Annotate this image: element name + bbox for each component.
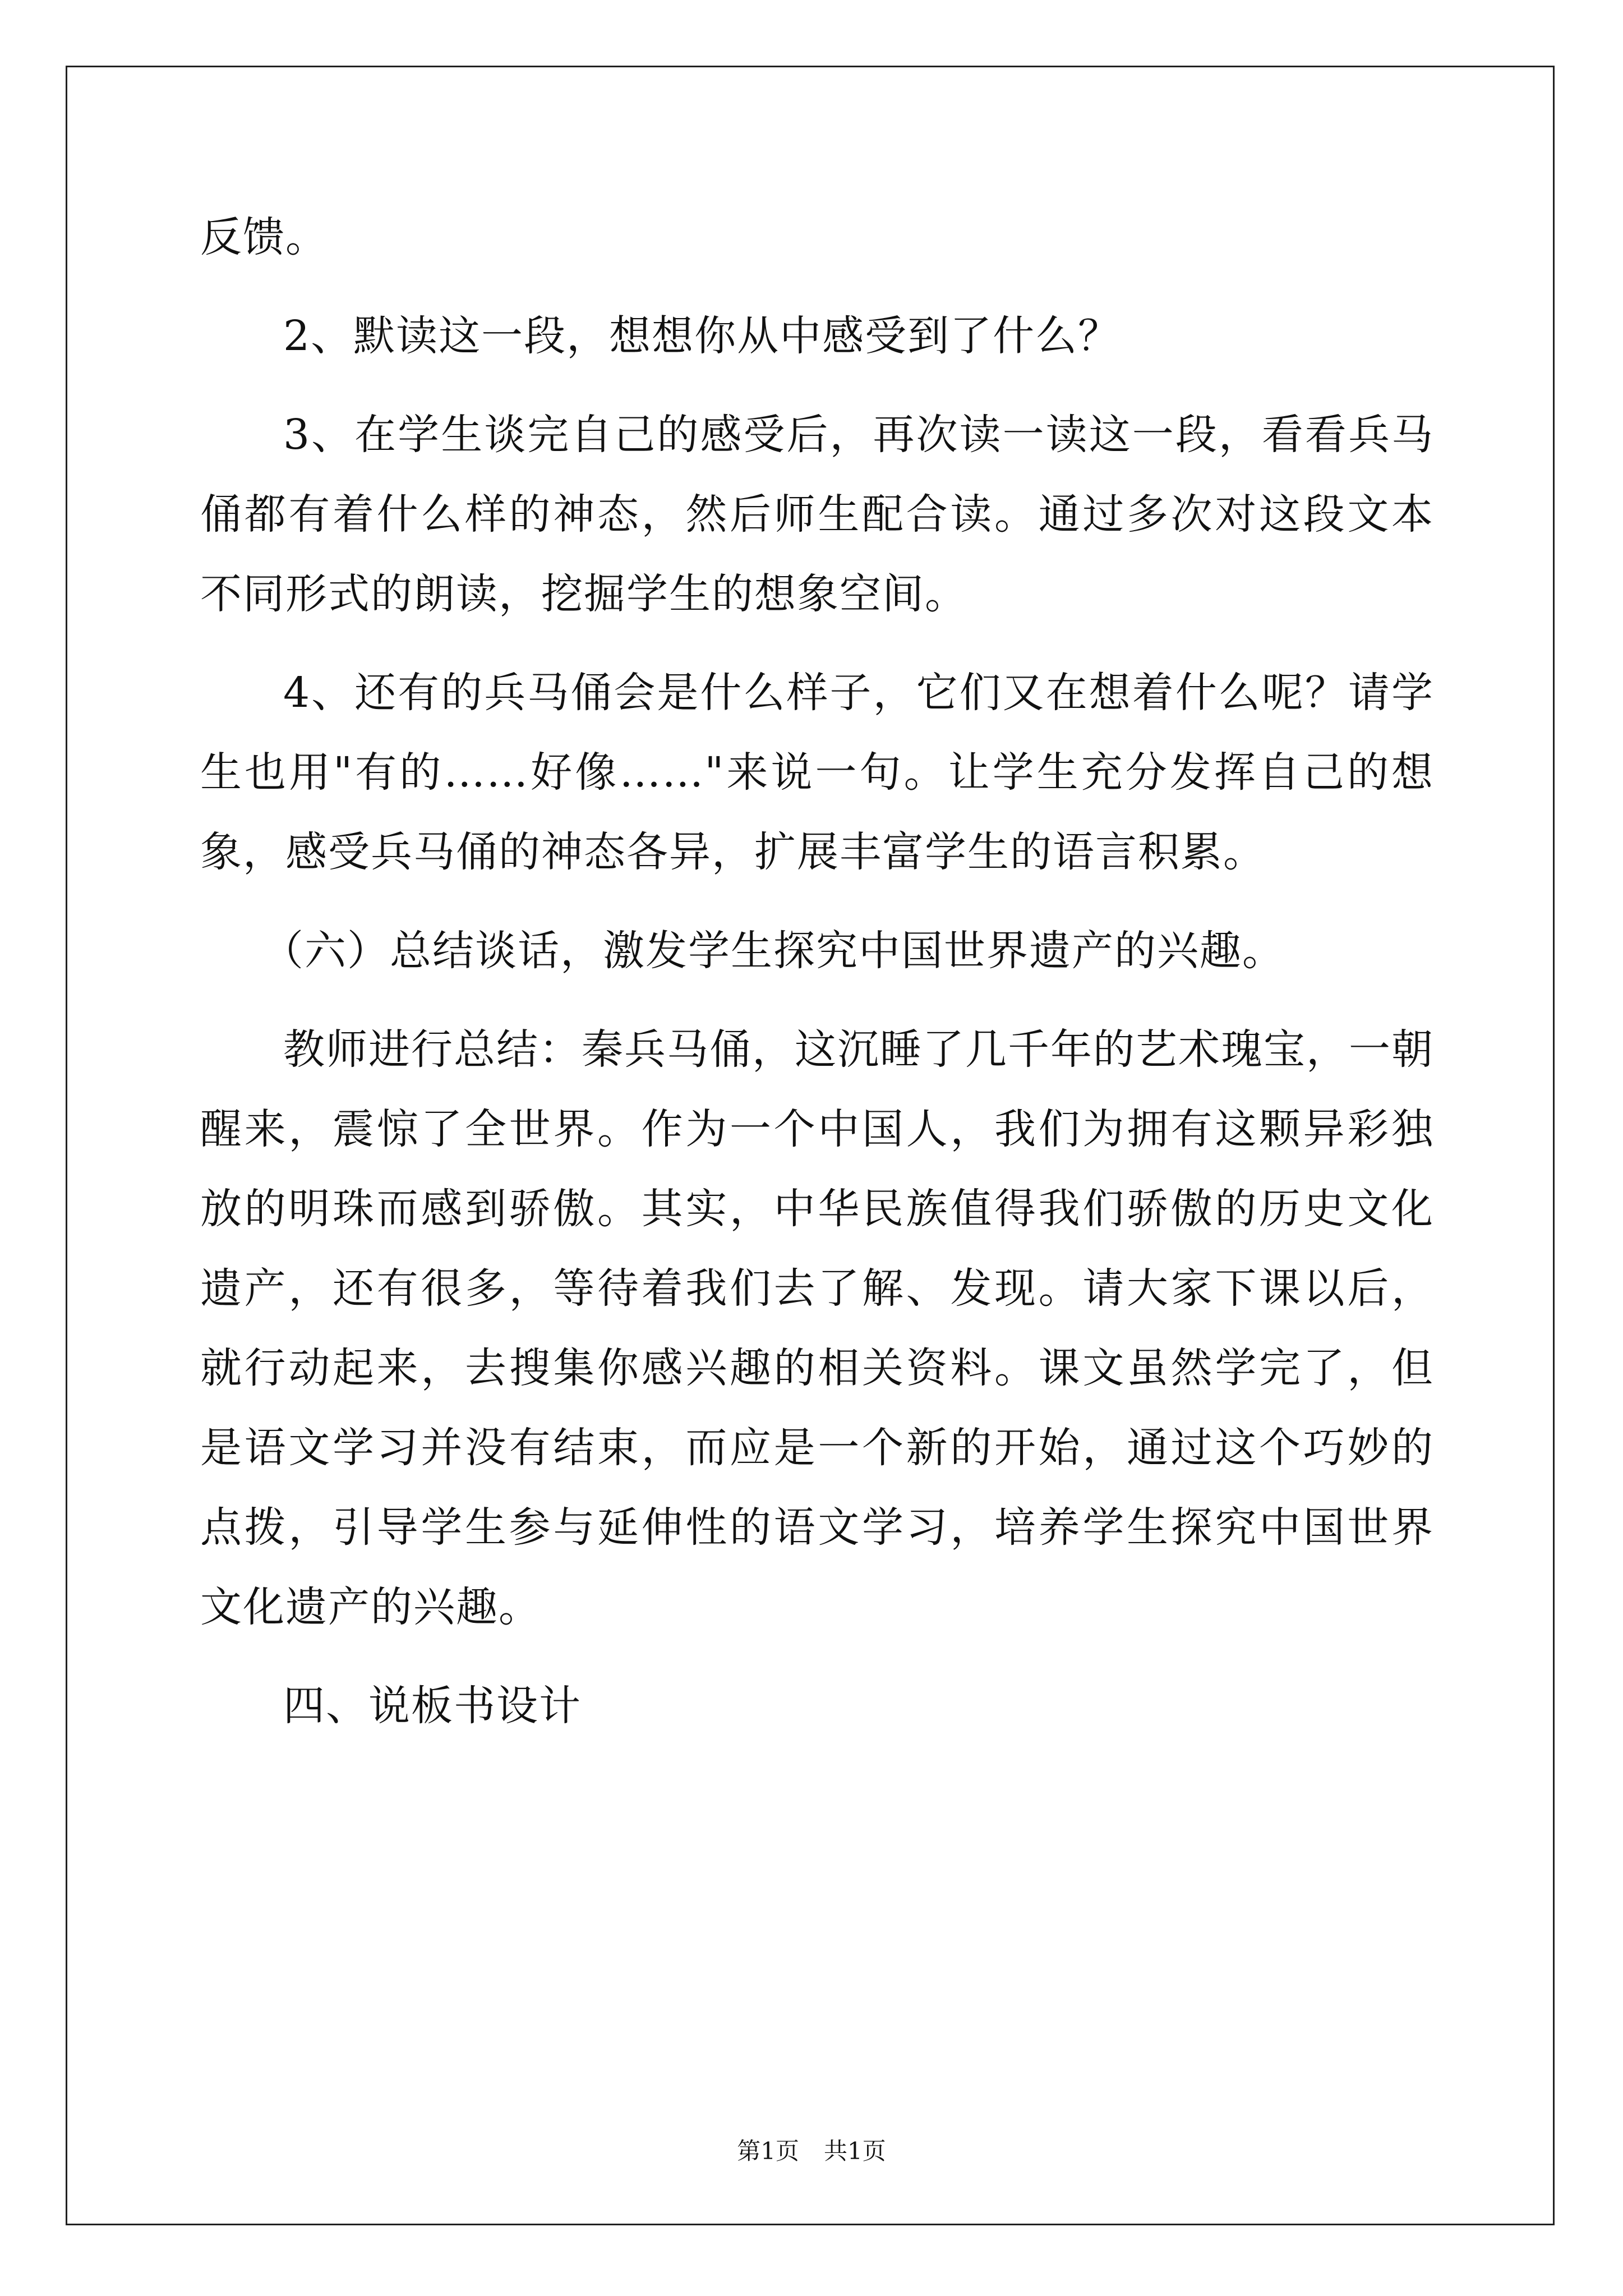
- paragraph-step-2: 2、默读这一段，想想你从中感受到了什么？: [283, 312, 1121, 360]
- page-number-current: 第1页: [737, 2137, 799, 2165]
- page-number-total: 共1页: [824, 2137, 886, 2165]
- paragraph-continuation: 反馈。: [200, 213, 328, 261]
- paragraph-teacher-summary: 教师进行总结：秦兵马俑，这沉睡了几千年的艺术瑰宝，一朝醒来，震惊了全世界。作为一个中国人，我们为拥有这颗异彩独放的明珠而感到骄傲。其实，中华民族值得我们骄傲的历史文化遗产，还有很多，等待着我们去了解、发现。请大家下课以后，就行动起来，去搜集你感兴趣的相关资料。课文虽然学完了，但是语文学习并没有结束，而应是一个新的开始，通过这个巧妙的点拨，引导学生参与延伸性的语文学习，培养学生探究中国世界文化遗产的兴趣。: [200, 1025, 1434, 1631]
- paragraph-step-3: 3、在学生谈完自己的感受后，再次读一读这一段，看看兵马俑都有着什么样的神态，然后师生配合读。通过多次对这段文本不同形式的朗读，挖掘学生的想象空间。: [200, 411, 1434, 618]
- section-heading-board-design: 四、说板书设计: [283, 1682, 582, 1730]
- paragraph-step-4: 4、还有的兵马俑会是什么样子，它们又在想着什么呢？请学生也用"有的……好像……"来说一句。让学生充分发挥自己的想象，感受兵马俑的神态各异，扩展丰富学生的语言积累。: [200, 669, 1434, 876]
- page-footer: [0, 2134, 1623, 2168]
- document-body: [200, 197, 1434, 1765]
- section-heading-summary: （六）总结谈话，激发学生探究中国世界遗产的兴趣。: [262, 927, 1285, 975]
